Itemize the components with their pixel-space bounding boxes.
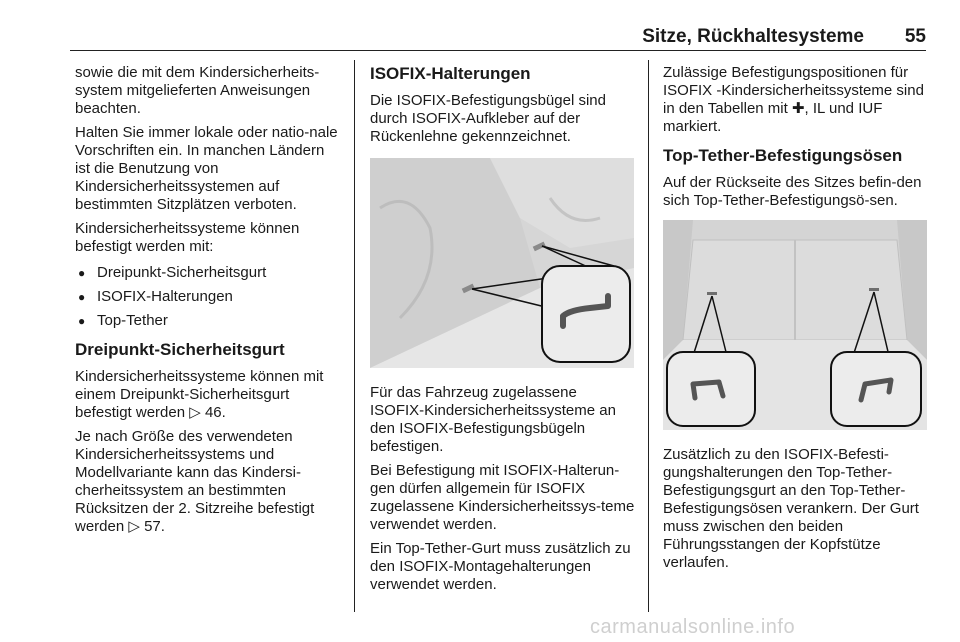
top-tether-figure xyxy=(663,220,927,430)
paragraph: Je nach Größe des verwendeten Kindersicherheitssystems und Modellvariante kann das Kindersi-cherheitssystem an bestimmten Rücksitzen der 2. Sitzreihe befestigt werden ▷ 57. xyxy=(75,428,315,535)
heading-top-tether: Top-Tether-Befestigungsösen xyxy=(663,146,903,165)
top-tether-illustration xyxy=(663,220,927,430)
paragraph: Kindersicherheitssysteme können mit einem Dreipunkt-Sicherheitsgurt befestigt werden ▷ 46. xyxy=(75,368,324,421)
paragraph: Ein Top-Tether-Gurt muss zusätzlich zu den ISOFIX-Montagehalterungen verwendet werden. xyxy=(370,540,631,593)
header-divider xyxy=(70,50,926,51)
list-item: ● Top-Tether xyxy=(75,312,340,330)
paragraph: Bei Befestigung mit ISOFIX-Halterun-gen dürfen allgemein für ISOFIX zugelassene Kindersicherheitssys-teme verwendet werden. xyxy=(370,462,635,533)
section-title: Sitze, Rückhaltesysteme xyxy=(642,26,864,47)
paragraph: Zusätzlich zu den ISOFIX-Befesti-gungshalterungen den Top-Tether-Befestigungsgurt an den Top-Tether-Befestigungsösen verankern. Der Gurt muss zwischen den beiden Führungsstangen der Kopfstütze verlaufen. xyxy=(663,446,919,571)
column-2 xyxy=(370,64,635,600)
list-item: ● ISOFIX-Halterungen xyxy=(75,288,340,306)
column-divider-1 xyxy=(354,60,355,612)
paragraph: sowie die mit dem Kindersicherheits-system mitgelieferten Anweisungen beachten. xyxy=(75,64,320,117)
page-header xyxy=(70,26,926,46)
paragraph: Auf der Rückseite des Sitzes befin-den sich Top-Tether-Befestigungsö-sen. xyxy=(663,174,922,209)
heading-isofix: ISOFIX-Halterungen xyxy=(370,64,531,83)
list-item: ● Dreipunkt-Sicherheitsgurt xyxy=(75,264,340,282)
heading-dreipunkt: Dreipunkt-Sicherheitsgurt xyxy=(75,340,285,359)
column-1 xyxy=(75,64,340,542)
watermark: carmanualsonline.info xyxy=(590,616,796,638)
attachment-list xyxy=(75,264,340,330)
isofix-figure xyxy=(370,158,634,368)
page-number: 55 xyxy=(904,26,926,47)
column-3 xyxy=(663,64,928,578)
column-divider-2 xyxy=(648,60,649,612)
paragraph: Halten Sie immer lokale oder natio-nale Vorschriften ein. In manchen Ländern ist die Benutzung von Kindersicherheitssystemen auf bestimmten Sitzplätzen verboten. xyxy=(75,124,338,213)
paragraph: Für das Fahrzeug zugelassene ISOFIX-Kindersicherheitssysteme an den ISOFIX-Befestigungsbügeln befestigen. xyxy=(370,384,616,455)
paragraph: Die ISOFIX-Befestigungsbügel sind durch ISOFIX-Aufkleber auf der Rückenlehne gekennzeichnet. xyxy=(370,92,606,145)
isofix-illustration xyxy=(370,158,634,368)
paragraph: Zulässige Befestigungspositionen für ISOFIX -Kindersicherheitssysteme sind in den Tabellen mit ✚, IL und IUF markiert. xyxy=(663,64,924,135)
paragraph: Kindersicherheitssysteme können befestigt werden mit: xyxy=(75,220,300,255)
